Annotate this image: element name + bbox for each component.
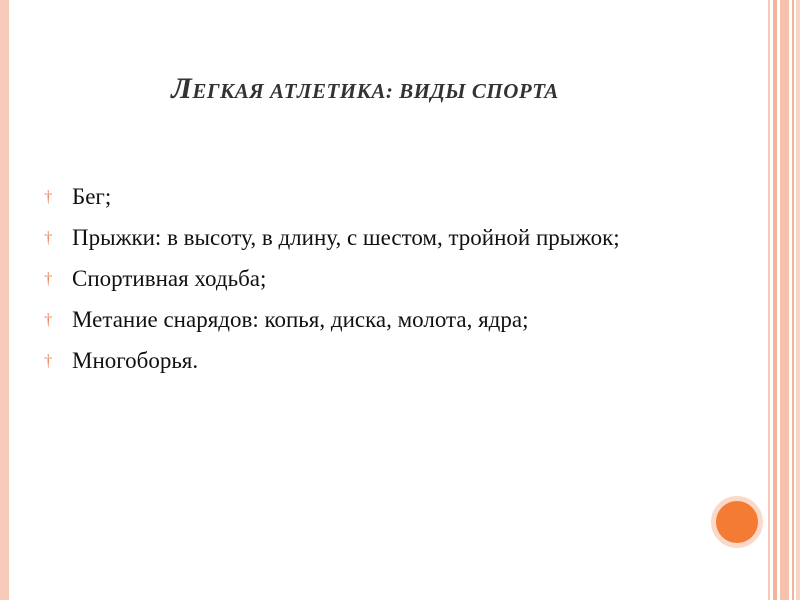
bullet-text: Прыжки: в высоту, в длину, с шестом, тройной прыжок; bbox=[72, 225, 620, 250]
stripe bbox=[773, 0, 777, 600]
bullet-text: Метание снарядов: копья, диска, молота, ядра; bbox=[72, 307, 529, 332]
stripe bbox=[780, 0, 789, 600]
bullet-text: Многоборья. bbox=[72, 348, 199, 373]
stripe bbox=[796, 0, 800, 600]
bullet-marker-icon: † bbox=[44, 269, 53, 288]
bullet-marker-icon: † bbox=[44, 187, 53, 206]
list-item bbox=[44, 219, 664, 256]
title-rest: ЕГКАЯ АТЛЕТИКА: ВИДЫ СПОРТА bbox=[192, 79, 559, 103]
list-item bbox=[44, 301, 664, 338]
list-item bbox=[44, 260, 664, 297]
decorative-circle-icon bbox=[711, 496, 763, 548]
list-item bbox=[44, 342, 664, 379]
bullet-marker-icon: † bbox=[44, 351, 53, 370]
stripe bbox=[792, 0, 794, 600]
bullet-marker-icon: † bbox=[44, 228, 53, 247]
list-item bbox=[44, 178, 664, 215]
bullet-marker-icon: † bbox=[44, 310, 53, 329]
stripe bbox=[768, 0, 770, 600]
bullet-text: Спортивная ходьба; bbox=[72, 266, 267, 291]
slide-title bbox=[0, 72, 730, 106]
right-decorative-stripes bbox=[768, 0, 800, 600]
bullet-list bbox=[44, 178, 664, 383]
bullet-text: Бег; bbox=[72, 184, 112, 209]
title-first-letter: Л bbox=[171, 72, 193, 105]
